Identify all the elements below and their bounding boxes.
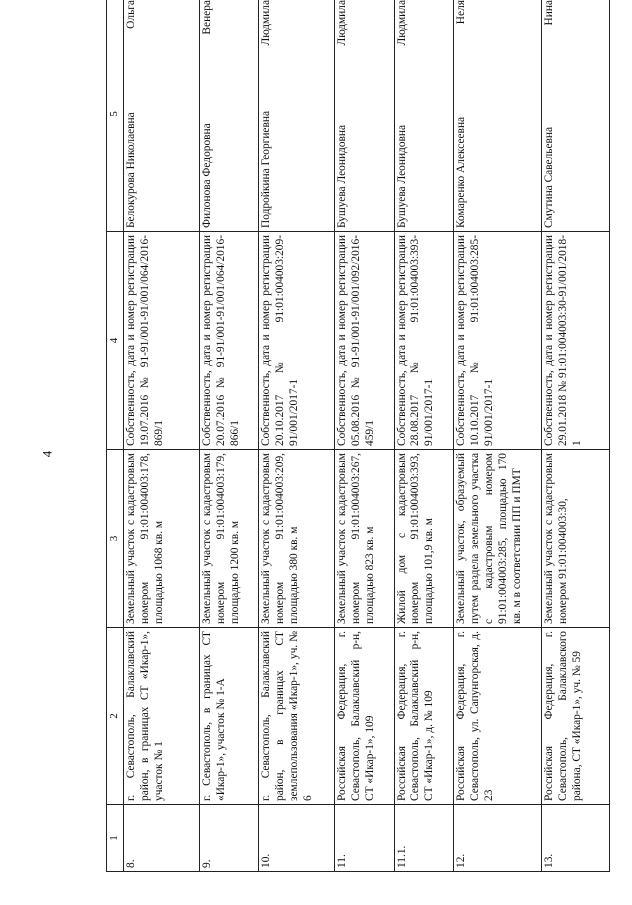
table-row <box>123 0 199 872</box>
table-row <box>454 0 542 872</box>
table-row <box>542 0 610 872</box>
table-row <box>199 0 258 872</box>
address-cell: г. Севастополь, в границах СТ «Икар-1», участок № 1-А <box>199 628 258 805</box>
page-number: 4 <box>39 450 55 458</box>
owner-surname-patronymic: Филонова Федоровна <box>200 123 213 228</box>
table-row <box>259 0 335 872</box>
owner-cell <box>123 0 199 232</box>
property-table <box>106 0 610 872</box>
owner-cell <box>394 0 453 232</box>
header-cell-5: 5 <box>107 0 124 232</box>
owner-surname-patronymic: Бушуева Леонидовна <box>395 124 408 228</box>
object-cell: Земельный участок с кадастровым номером 91:01:004003:178, площадью 1068 кв. м <box>123 450 199 628</box>
owner-first-name: Людмила <box>336 0 349 46</box>
owner-surname-patronymic: Белокурова Николаевна <box>124 112 137 228</box>
address-cell: г. Севастополь, Балаклавский район, в границах СТ землепользования «Икар-1», уч. № 6 <box>259 628 335 805</box>
right-cell: Собственность, дата и номер регистрации 29.01.2018 № 91:01:004003:30-91/001/2018-1 <box>542 232 610 450</box>
header-cell-4: 4 <box>107 232 124 450</box>
owner-first-name: Ольга <box>124 0 137 29</box>
row-number: 9. <box>199 805 258 872</box>
owner-surname-patronymic: Смутина Савельевна <box>543 126 556 228</box>
right-cell: Собственность, дата и номер регистрации 20.07.2016 № 91-91/001-91/001/064/2016-866/1 <box>199 232 258 450</box>
address-cell: г. Севастополь, Балаклавский район, в границах СТ «Икар-1», участок № 1 <box>123 628 199 805</box>
owner-first-name: Людмила <box>395 0 408 46</box>
right-cell: Собственность, дата и номер регистрации 10.10.2017 № 91:01:004003:285-91/001/2017-1 <box>454 232 542 450</box>
owner-first-name: Людмила <box>260 0 273 46</box>
row-number: 12. <box>454 805 542 872</box>
owner-surname-patronymic: Подройкина Георгиевна <box>260 110 273 228</box>
object-cell: Земельный участок с кадастровым номером 91:01:004003:30, <box>542 450 610 628</box>
row-number: 8. <box>123 805 199 872</box>
header-cell-1: 1 <box>107 805 124 872</box>
object-cell: Жилой дом с кадастровым номером 91:01:004003:393, площадью 101,9 кв. м <box>394 450 453 628</box>
rotated-table-container <box>106 0 610 872</box>
object-cell: Земельный участок с кадастровым номером 91:01:004003:179, площадью 1200 кв. м <box>199 450 258 628</box>
header-row <box>107 0 124 872</box>
row-number: 11. <box>335 805 394 872</box>
owner-cell <box>259 0 335 232</box>
object-cell: Земельный участок с кадастровым номером 91:01:004003:209, площадью 380 кв. м <box>259 450 335 628</box>
owner-cell <box>454 0 542 232</box>
owner-cell <box>542 0 610 232</box>
right-cell: Собственность, дата и номер регистрации 19.07.2016 № 91-91/001-91/001/064/2016-869/1 <box>123 232 199 450</box>
header-cell-3: 3 <box>107 450 124 628</box>
address-cell: Российская Федерация, г. Севастополь, Балаклавского района, СТ «Икар-1», уч. № 59 <box>542 628 610 805</box>
object-cell: Земельный участок с кадастровым номером 91:01:004003:267, площадью 823 кв. м <box>335 450 394 628</box>
owner-cell <box>335 0 394 232</box>
object-cell: Земельный участок, образуемый путем раздела земельного участка с кадастровым номером 91:01:004003:285, площадью 170 кв. м в соответствии ПП и ПМТ <box>454 450 542 628</box>
address-cell: Российская Федерация, г. Севастополь, ул. Сапунгорская, д. 23 <box>454 628 542 805</box>
row-number: 10. <box>259 805 335 872</box>
owner-first-name: Венера <box>200 0 213 35</box>
right-cell: Собственность, дата и номер регистрации 20.10.2017 № 91:01:004003:209-91/001/2017-1 <box>259 232 335 450</box>
table-body <box>107 0 610 872</box>
address-cell: Российская Федерация, г. Севастополь, Балаклавский р-н, СТ «Икар-1», 109 <box>335 628 394 805</box>
right-cell: Собственность, дата и номер регистрации 28.08.2017 № 91:01:004003:393-91/001/2017-1 <box>394 232 453 450</box>
address-cell: Российская Федерация, г. Севастополь, Балаклавский р-н, СТ «Икар-1», д. № 109 <box>394 628 453 805</box>
owner-cell <box>199 0 258 232</box>
row-number: 13. <box>542 805 610 872</box>
header-cell-2: 2 <box>107 628 124 805</box>
owner-surname-patronymic: Комаренко Алексеевна <box>455 116 468 228</box>
row-number: 11.1. <box>394 805 453 872</box>
owner-first-name: Неля <box>455 0 468 25</box>
right-cell: Собственность, дата и номер регистрации 05.08.2016 № 91-91/001-91/001/092/2016-459/1 <box>335 232 394 450</box>
owner-first-name: Нина <box>543 0 556 26</box>
table-row <box>394 0 453 872</box>
table-row <box>335 0 394 872</box>
owner-surname-patronymic: Бушуева Леонидовна <box>336 124 349 228</box>
